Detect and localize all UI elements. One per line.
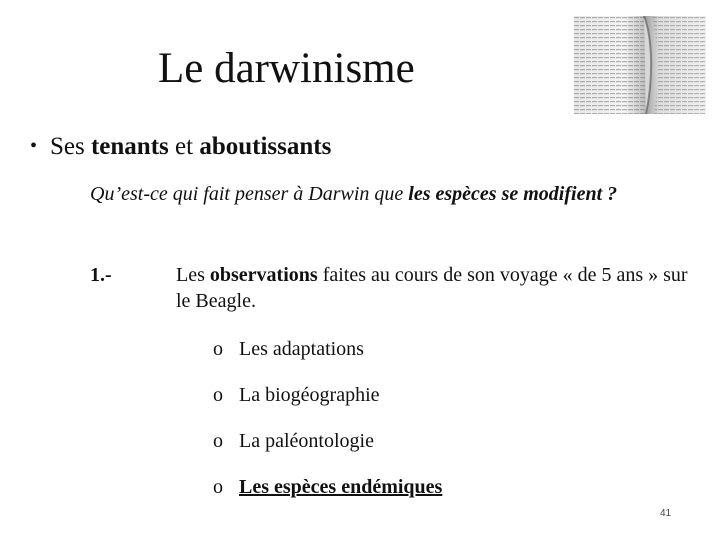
point-text-post: faites au cours de son voyage « de 5 ans » sur le Beagle.	[176, 264, 688, 312]
subitem-marker: o	[213, 384, 223, 406]
subitem-label: La biogéographie	[239, 384, 380, 406]
open-book-photo-icon	[574, 16, 706, 114]
subitem-label: Les adaptations	[239, 338, 364, 360]
subitem-marker: o	[213, 338, 223, 360]
subitem-marker: o	[213, 476, 223, 498]
subitem-paleontologie	[213, 428, 374, 454]
subitem-adaptations	[213, 336, 364, 362]
bullet-mid: et	[168, 133, 200, 160]
question-strong: les espèces se modifient ?	[408, 183, 618, 205]
point-text-bold: observations	[209, 264, 318, 286]
point-number: 1.-	[90, 264, 112, 286]
subitem-label-highlight: Les espèces endémiques	[239, 476, 443, 498]
bullet-term-aboutissants: aboutissants	[199, 133, 332, 160]
point-text	[176, 262, 696, 314]
main-bullet	[30, 131, 331, 162]
subitem-biogeographie	[213, 382, 380, 408]
subitem-especes-endemiques	[213, 474, 442, 500]
question-lead: Qu’est-ce qui fait penser à Darwin que	[90, 183, 409, 205]
subitem-marker: o	[213, 430, 223, 452]
bullet-term-tenants: tenants	[90, 133, 169, 160]
slide-title: Le darwinisme	[158, 45, 415, 92]
bullet-prefix: Ses	[50, 133, 91, 160]
bullet-dot-icon: •	[30, 135, 38, 157]
page-number: 41	[660, 508, 672, 519]
subitem-label: La paléontologie	[239, 430, 374, 452]
point-text-pre: Les	[176, 264, 210, 286]
question-text	[90, 182, 690, 207]
